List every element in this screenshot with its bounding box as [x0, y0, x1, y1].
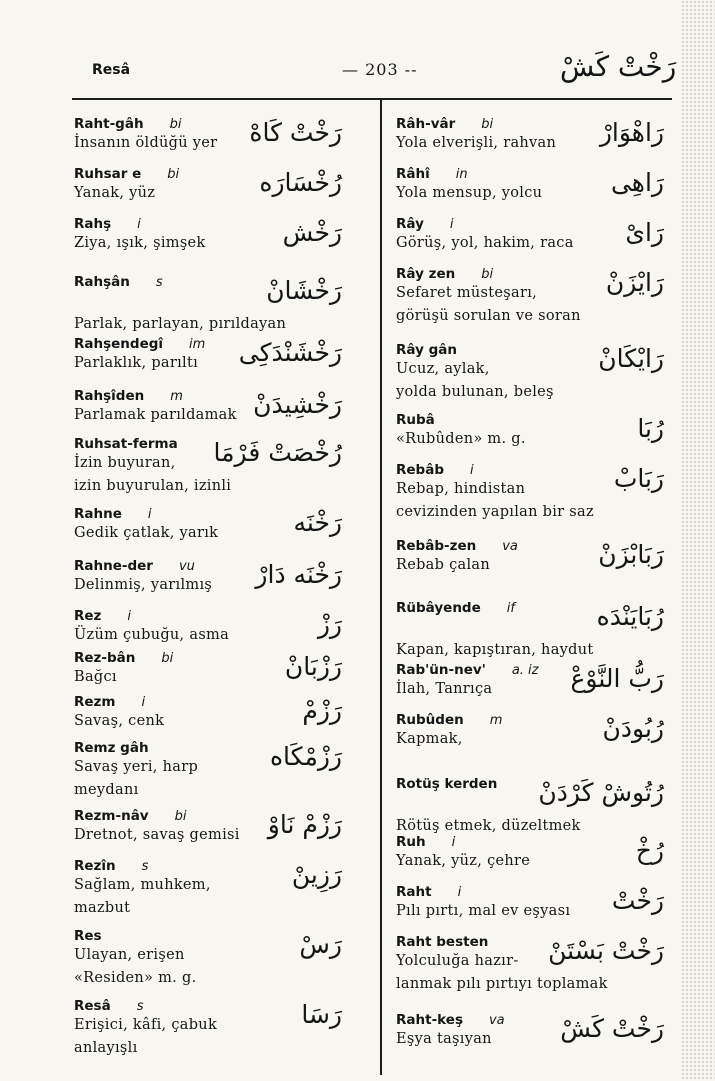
entry-definition-line: Kapmak, [396, 731, 463, 747]
entry-arabic-script: رُبَا [637, 414, 664, 443]
entry-headword: Rübâyende [396, 600, 481, 616]
dictionary-entry [74, 858, 344, 920]
entry-term [396, 834, 666, 850]
entry-definition-line: Parlamak parıldamak [74, 407, 237, 423]
entry-headword: Rây [396, 216, 424, 232]
dictionary-entry [396, 166, 666, 205]
dictionary-entry [396, 1012, 666, 1051]
entry-headword: Raht [396, 884, 432, 900]
entry-arabic-script: رَخْشِيدَنْ [253, 390, 342, 419]
entry-arabic-script: رَخْتْ كَاهْ [249, 118, 342, 147]
entry-arabic-script: رَزْ [317, 610, 342, 639]
dictionary-entry [396, 116, 666, 155]
dictionary-entry [74, 694, 344, 733]
entry-definition-line: anlayışlı [74, 1040, 138, 1056]
entry-grammar-tag: s [141, 859, 149, 874]
entry-definition-line: yolda bulunan, beleş [396, 384, 554, 400]
entry-definition-line: Gedik çatlak, yarık [74, 525, 219, 541]
dictionary-entry [74, 166, 344, 205]
dictionary-entry [74, 116, 344, 155]
entry-definition-line: Pılı pırtı, mal ev eşyası [396, 903, 571, 919]
dictionary-entry [396, 266, 666, 328]
entry-arabic-script: رَخْنَه [293, 508, 342, 537]
entry-grammar-tag: i [457, 885, 462, 900]
entry-definition-line: Yola elverişli, rahvan [396, 135, 557, 151]
entry-arabic-script: رَبَابْزَنْ [598, 540, 664, 569]
entry-arabic-script: رَخْنَه دَارْ [255, 560, 342, 589]
entry-headword: Res [74, 928, 102, 944]
entry-definition-line: Kapan, kapıştıran, haydut [396, 642, 594, 658]
entry-arabic-script: رَايْكَانْ [598, 344, 664, 373]
entry-headword: Rab'ün-nev' [396, 662, 486, 678]
dictionary-entry [74, 506, 344, 545]
entry-grammar-tag: bi [161, 651, 174, 666]
entry-headword: Rahşîden [74, 388, 145, 404]
entry-definition-line: Delinmiş, yarılmış [74, 577, 213, 593]
entry-arabic-script: رَاىْ [625, 218, 664, 247]
entry-definition-line: İzin buyuran, [74, 455, 176, 471]
entry-headword: Raht-gâh [74, 116, 144, 132]
entry-definition-line: Sefaret müsteşarı, [396, 285, 538, 301]
dictionary-entry [74, 928, 344, 990]
entry-headword: Rebâb-zen [396, 538, 477, 554]
entry-grammar-tag: i [449, 217, 454, 232]
entry-headword: Rây gân [396, 342, 457, 358]
entry-grammar-tag: bi [481, 117, 494, 132]
entry-definition-line: Erişici, kâfi, çabuk [74, 1017, 218, 1033]
entry-arabic-script: رَزْمْ نَاوْ [267, 810, 342, 839]
entry-arabic-script: رَبُّ النَّوْعْ [570, 664, 664, 693]
page-number: — 203 -- [342, 60, 418, 79]
entry-headword: Rezm [74, 694, 116, 710]
entry-arabic-script: رَزْمْكَاه [269, 742, 342, 771]
entry-grammar-tag: i [451, 835, 456, 850]
entry-grammar-tag: in [455, 167, 468, 182]
entry-headword: Rezîn [74, 858, 116, 874]
entry-grammar-tag: i [137, 217, 141, 232]
header-arabic-guide-word: رَخْتْ كَشْ [560, 50, 677, 83]
dictionary-entry [396, 884, 666, 923]
entry-headword: Rahşân [74, 274, 130, 290]
entry-arabic-script: رُبَايَنْدَه [596, 602, 664, 631]
entry-definition-line: Yanak, yüz, çehre [396, 853, 531, 869]
dictionary-entry [74, 558, 344, 597]
entry-arabic-script: رَبَابْ [613, 464, 664, 493]
entry-headword: Râh-vâr [396, 116, 456, 132]
dictionary-entry [396, 462, 666, 524]
dictionary-entry [74, 808, 344, 847]
dictionary-entry [74, 274, 344, 336]
entry-arabic-script: رَخْتْ كَشْ [560, 1014, 664, 1043]
dictionary-entry [74, 608, 344, 647]
entry-headword: Resâ [74, 998, 111, 1014]
entry-headword: Rebâb [396, 462, 444, 478]
entry-definition-line: Rebap, hindistan [396, 481, 526, 497]
dictionary-entry [396, 834, 666, 873]
entry-grammar-tag: vu [178, 559, 195, 574]
entry-grammar-tag: i [470, 463, 474, 478]
entry-definition-line: Üzüm çubuğu, asma [74, 627, 230, 643]
dictionary-entry [396, 934, 666, 996]
entry-grammar-tag: bi [174, 809, 187, 824]
entry-grammar-tag: im [189, 337, 206, 352]
entry-arabic-script: رَزْمْ [302, 696, 342, 725]
entry-headword: Rahne-der [74, 558, 153, 574]
entry-grammar-tag: i [147, 507, 152, 522]
entry-headword: Rahşendegî [74, 336, 164, 352]
page-header [0, 0, 715, 100]
dictionary-entry [396, 662, 666, 701]
entry-definition-line: Bağcı [74, 669, 117, 685]
dictionary-entry [74, 650, 344, 689]
entry-arabic-script: رَخْش [282, 218, 342, 247]
entry-definition-line: Ulayan, erişen [74, 947, 185, 963]
entry-arabic-script: رَخْشَنْدَكِى [238, 338, 342, 367]
header-guide-word: Resâ [92, 62, 131, 78]
entry-definition-line: Yolculuğa hazır- [396, 953, 519, 969]
entry-headword: Rây zen [396, 266, 456, 282]
entry-definition-line: meydanı [74, 782, 139, 798]
entry-grammar-tag: if [506, 601, 515, 616]
entry-arabic-script: رَخْتْ بَسْتَنْ [548, 936, 664, 965]
entry-term [74, 608, 344, 624]
entry-headword: Rezm-nâv [74, 808, 149, 824]
entry-headword: Ruhsat-ferma [74, 436, 178, 452]
entry-arabic-script: رُخْصَتْ فَرْمَا [213, 438, 342, 467]
entry-definition-line: Savaş, cenk [74, 713, 165, 729]
entry-arabic-script: رَزِينْ [291, 860, 342, 889]
entry-definition-line: «Residen» m. g. [74, 970, 197, 986]
dictionary-entry [74, 998, 344, 1060]
entry-definition-line: İlah, Tanrıça [396, 681, 493, 697]
entry-definition-line: «Rubûden» m. g. [396, 431, 526, 447]
entry-definition-line: İnsanın öldüğü yer [74, 135, 218, 151]
entry-grammar-tag: i [141, 695, 146, 710]
entry-grammar-tag: va [502, 539, 518, 554]
entry-definition-line: Parlak, parlayan, pırıldayan [74, 316, 287, 332]
entry-headword: Rez [74, 608, 102, 624]
entry-definition-line: Sağlam, muhkem, [74, 877, 211, 893]
dictionary-entry [74, 336, 344, 375]
entry-headword: Rotüş kerden [396, 776, 498, 792]
dictionary-entry [74, 436, 344, 498]
entry-arabic-script: رَايْزَنْ [605, 268, 664, 297]
entry-headword: Raht-keş [396, 1012, 463, 1028]
dictionary-entry [396, 776, 666, 838]
entry-definition-line: Görüş, yol, hakim, raca [396, 235, 574, 251]
entry-grammar-tag: s [136, 999, 144, 1014]
entry-definition-line: görüşü sorulan ve soran [396, 308, 581, 324]
entry-definition-line: Parlaklık, parıltı [74, 355, 199, 371]
entry-definition-line: Ucuz, aylak, [396, 361, 490, 377]
entry-definition-line: mazbut [74, 900, 131, 916]
entry-grammar-tag: m [170, 389, 183, 404]
header-rule [72, 98, 672, 100]
entry-grammar-tag: bi [481, 267, 494, 282]
entry-headword: Rez-bân [74, 650, 136, 666]
dictionary-entry [396, 538, 666, 577]
entry-grammar-tag: a. iz [511, 663, 539, 678]
entry-arabic-script: رَاهِى [610, 168, 664, 197]
entry-arabic-script: رُبُودَنْ [602, 714, 664, 743]
entry-headword: Raht besten [396, 934, 489, 950]
entry-arabic-script: رَزْبَانْ [284, 652, 342, 681]
dictionary-entry [396, 600, 666, 662]
dictionary-entry [74, 740, 344, 802]
dictionary-entry [396, 712, 666, 751]
entry-definition-line: Rötüş etmek, düzeltmek [396, 818, 581, 834]
entry-headword: Rubûden [396, 712, 464, 728]
entry-definition-line: cevizinden yapılan bir saz [396, 504, 594, 520]
entry-grammar-tag: m [489, 713, 503, 728]
dictionary-entry [74, 216, 344, 255]
dictionary-entry [396, 216, 666, 255]
entry-definition-line: Yanak, yüz [74, 185, 156, 201]
entry-definition-line: Savaş yeri, harp [74, 759, 199, 775]
entry-definition-line: Dretnot, savaş gemisi [74, 827, 240, 843]
entry-headword: Rubâ [396, 412, 435, 428]
entry-headword: Rahş [74, 216, 112, 232]
page-edge-texture [681, 0, 715, 1081]
entry-definition-line: izin buyurulan, izinli [74, 478, 232, 494]
entry-arabic-script: رَخْشَانْ [266, 276, 342, 305]
entry-definition-line: Ziya, ışık, şimşek [74, 235, 206, 251]
entry-term [396, 412, 666, 428]
dictionary-entry [396, 412, 666, 451]
entry-headword: Remz gâh [74, 740, 149, 756]
entry-grammar-tag: i [127, 609, 132, 624]
entry-arabic-script: رُخْسَارَه [259, 168, 342, 197]
entry-definition-line: lanmak pılı pırtıyı toplamak [396, 976, 608, 992]
entry-arabic-script: رَخْتْ [611, 886, 664, 915]
entry-grammar-tag: bi [167, 167, 180, 182]
entry-arabic-script: رَاهْوَارْ [599, 118, 664, 147]
entry-headword: Ruh [396, 834, 426, 850]
column-divider [380, 100, 382, 1075]
entry-headword: Rahne [74, 506, 122, 522]
entry-definition-line: Yola mensup, yolcu [396, 185, 543, 201]
entry-arabic-script: رُخْ [635, 836, 664, 865]
entry-definition-line: Rebab çalan [396, 557, 491, 573]
dictionary-entry [396, 342, 666, 404]
entry-grammar-tag: s [155, 275, 163, 290]
entry-headword: Râhî [396, 166, 430, 182]
entry-grammar-tag: va [488, 1013, 505, 1028]
dictionary-entry [74, 388, 344, 427]
entry-headword: Ruhsar e [74, 166, 142, 182]
entry-arabic-script: رَسْ [299, 930, 342, 959]
entry-grammar-tag: bi [169, 117, 182, 132]
entry-arabic-script: رُتُوشْ كَرْدَنْ [538, 778, 664, 807]
entry-definition-line: Eşya taşıyan [396, 1031, 492, 1047]
entry-arabic-script: رَسَا [301, 1000, 342, 1029]
